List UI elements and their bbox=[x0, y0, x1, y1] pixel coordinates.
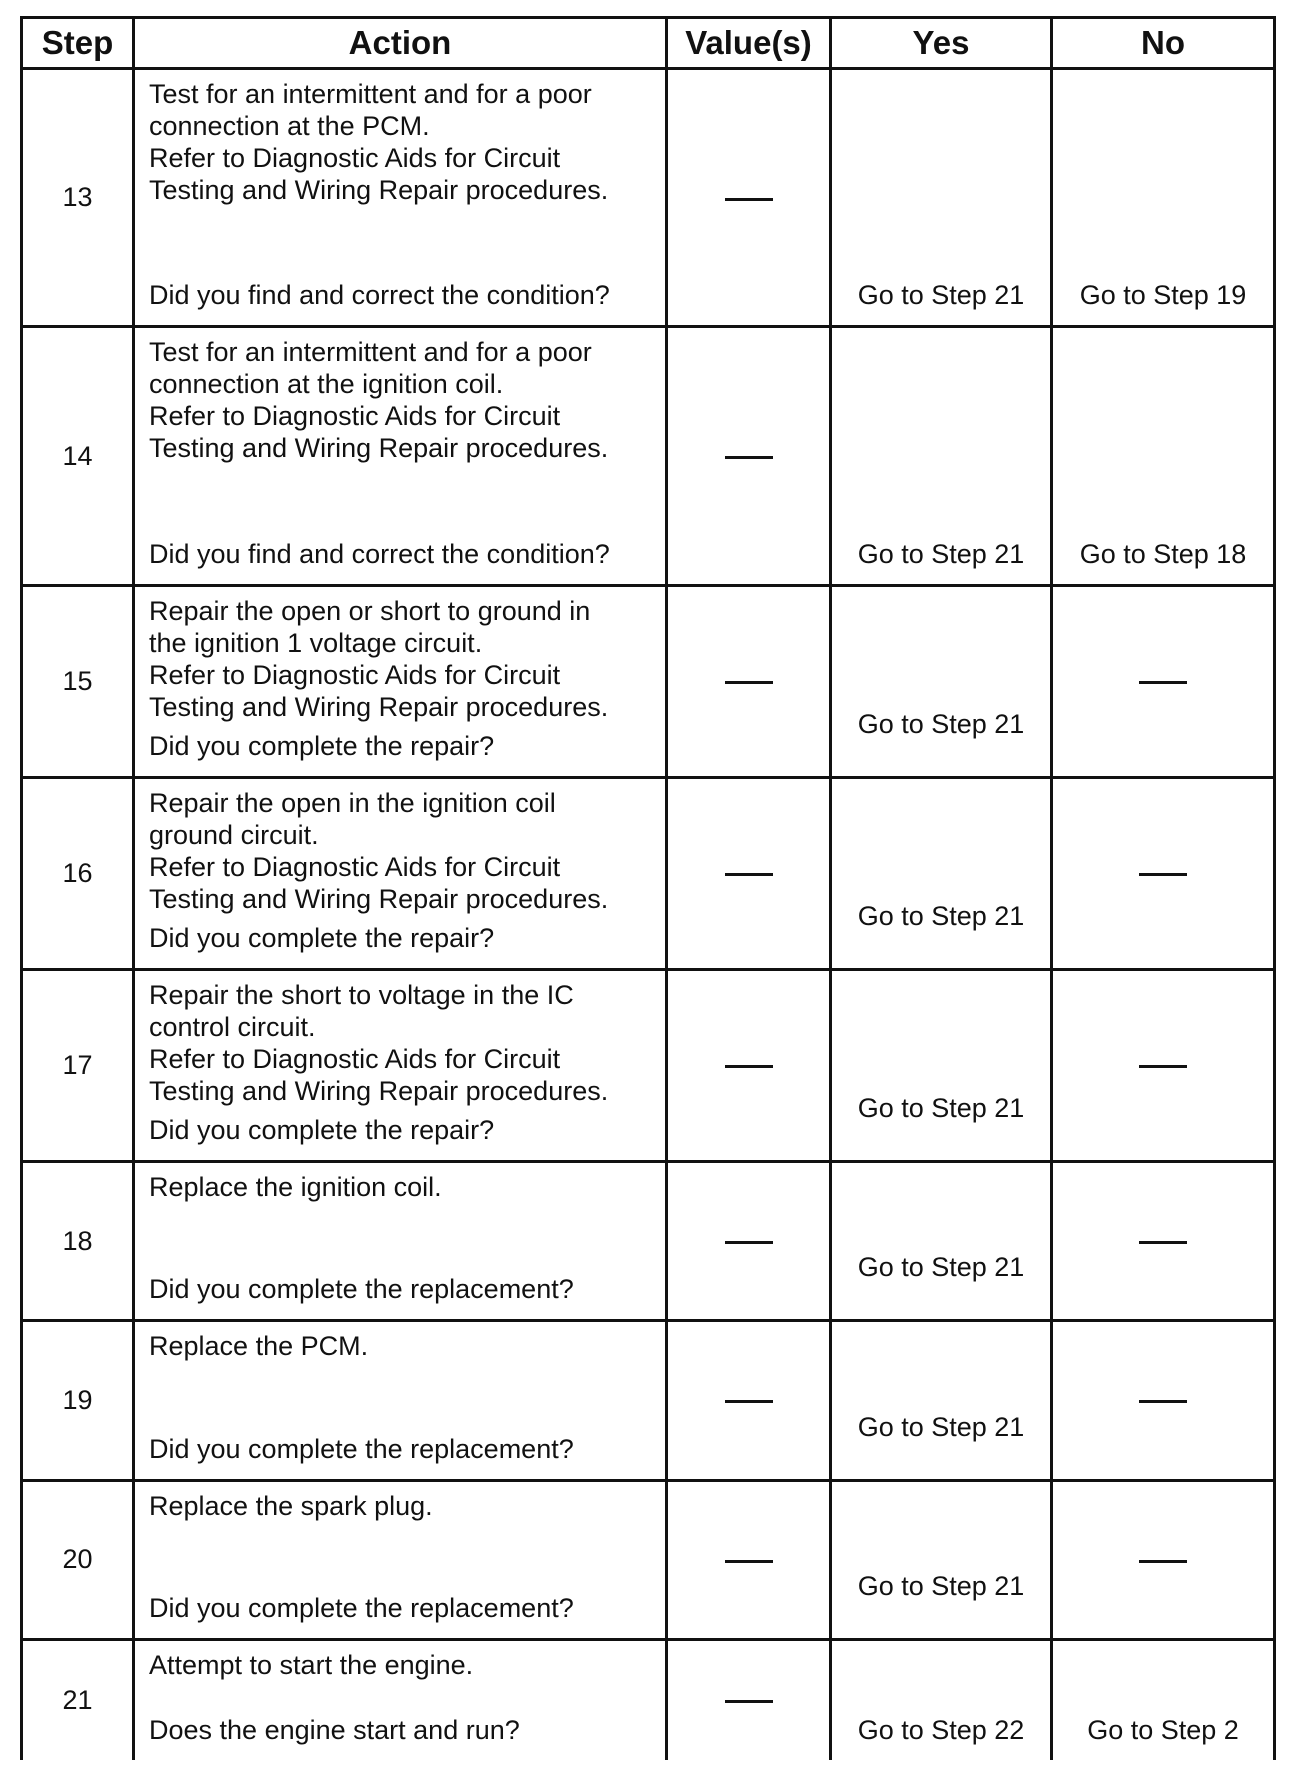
no-cell bbox=[1052, 969, 1275, 1161]
empty-value-dash bbox=[725, 873, 773, 876]
value-cell bbox=[667, 1161, 831, 1320]
yes-cell bbox=[831, 969, 1052, 1161]
action-line: Refer to Diagnostic Aids for Circuit bbox=[149, 1043, 561, 1074]
action-cell bbox=[134, 1639, 667, 1760]
action-line: Refer to Diagnostic Aids for Circuit bbox=[149, 143, 561, 173]
no-cell bbox=[1052, 585, 1275, 777]
yes-goto-step: Go to Step 21 bbox=[857, 280, 1025, 311]
empty-no-dash bbox=[1139, 681, 1187, 684]
yes-cell bbox=[831, 327, 1052, 585]
no-cell bbox=[1052, 1321, 1275, 1480]
yes-goto-step: Go to Step 21 bbox=[857, 708, 1025, 739]
no-goto-step: Go to Step 18 bbox=[1079, 538, 1247, 569]
step-number: 14 bbox=[22, 327, 134, 585]
action-question: Did you find and correct the condition? bbox=[149, 538, 610, 569]
action-line: Repair the short to voltage in the IC bbox=[149, 979, 574, 1010]
no-cell bbox=[1052, 69, 1275, 327]
action-line: Test for an intermittent and for a poor bbox=[149, 79, 592, 109]
empty-no-dash bbox=[1139, 1560, 1187, 1563]
action-line: Replace the PCM. bbox=[149, 1331, 369, 1362]
action-line: Testing and Wiring Repair procedures. bbox=[149, 1075, 609, 1106]
no-cell bbox=[1052, 1480, 1275, 1639]
empty-value-dash bbox=[725, 681, 773, 684]
action-line: Replace the spark plug. bbox=[149, 1490, 433, 1521]
table-row bbox=[22, 1321, 1275, 1480]
header-action: Action bbox=[134, 18, 667, 69]
step-number: 19 bbox=[22, 1321, 134, 1480]
value-cell bbox=[667, 969, 831, 1161]
action-line: Test for an intermittent and for a poor bbox=[149, 337, 592, 368]
yes-goto-step: Go to Step 21 bbox=[857, 538, 1025, 569]
table-row bbox=[22, 1639, 1275, 1760]
step-number: 20 bbox=[22, 1480, 134, 1639]
action-line: Attempt to start the engine. bbox=[149, 1649, 474, 1680]
action-line: Testing and Wiring Repair procedures. bbox=[149, 175, 609, 205]
value-cell bbox=[667, 1639, 831, 1760]
empty-value-dash bbox=[725, 198, 773, 201]
action-line: ground circuit. bbox=[149, 819, 319, 850]
action-cell bbox=[134, 1161, 667, 1320]
yes-cell bbox=[831, 1639, 1052, 1760]
yes-cell bbox=[831, 777, 1052, 969]
empty-value-dash bbox=[725, 1241, 773, 1244]
action-question: Did you complete the replacement? bbox=[149, 1274, 574, 1305]
yes-goto-step: Go to Step 21 bbox=[857, 1092, 1025, 1123]
empty-no-dash bbox=[1139, 873, 1187, 876]
value-cell bbox=[667, 1480, 831, 1639]
step-number: 18 bbox=[22, 1161, 134, 1320]
yes-cell bbox=[831, 585, 1052, 777]
action-line: Replace the ignition coil. bbox=[149, 1171, 442, 1202]
table-row bbox=[22, 327, 1275, 585]
action-line: control circuit. bbox=[149, 1011, 316, 1042]
no-goto-step: Go to Step 19 bbox=[1079, 280, 1247, 311]
action-cell bbox=[134, 969, 667, 1161]
table-row bbox=[22, 1161, 1275, 1320]
table-row bbox=[22, 585, 1275, 777]
action-question: Did you complete the repair? bbox=[149, 922, 495, 953]
empty-value-dash bbox=[725, 1065, 773, 1068]
action-line: Testing and Wiring Repair procedures. bbox=[149, 883, 609, 914]
empty-no-dash bbox=[1139, 1400, 1187, 1403]
value-cell bbox=[667, 327, 831, 585]
action-line: Repair the open in the ignition coil bbox=[149, 787, 556, 818]
action-line: Testing and Wiring Repair procedures. bbox=[149, 691, 609, 722]
step-number: 13 bbox=[22, 69, 134, 327]
table-row bbox=[22, 969, 1275, 1161]
step-number: 15 bbox=[22, 585, 134, 777]
action-question: Did you complete the replacement? bbox=[149, 1592, 574, 1623]
header-yes: Yes bbox=[831, 18, 1052, 69]
empty-no-dash bbox=[1139, 1065, 1187, 1068]
action-line: connection at the ignition coil. bbox=[149, 369, 504, 400]
action-question: Did you complete the repair? bbox=[149, 730, 495, 761]
action-line: Repair the open or short to ground in bbox=[149, 595, 591, 626]
action-line: connection at the PCM. bbox=[149, 111, 430, 141]
action-cell bbox=[134, 585, 667, 777]
action-question: Does the engine start and run? bbox=[149, 1715, 520, 1745]
no-cell bbox=[1052, 1161, 1275, 1320]
action-cell bbox=[134, 1321, 667, 1480]
no-cell bbox=[1052, 327, 1275, 585]
value-cell bbox=[667, 777, 831, 969]
no-cell bbox=[1052, 1639, 1275, 1760]
empty-value-dash bbox=[725, 1400, 773, 1403]
empty-no-dash bbox=[1139, 1241, 1187, 1244]
no-cell bbox=[1052, 777, 1275, 969]
yes-cell bbox=[831, 1480, 1052, 1639]
header-value: Value(s) bbox=[667, 18, 831, 69]
header-row bbox=[22, 18, 1275, 69]
action-line: Refer to Diagnostic Aids for Circuit bbox=[149, 401, 561, 432]
header-no: No bbox=[1052, 18, 1275, 69]
empty-value-dash bbox=[725, 1700, 773, 1703]
action-cell bbox=[134, 777, 667, 969]
table-row bbox=[22, 777, 1275, 969]
table-row bbox=[22, 69, 1275, 327]
yes-cell bbox=[831, 69, 1052, 327]
no-goto-step: Go to Step 2 bbox=[1087, 1715, 1239, 1745]
action-cell bbox=[134, 327, 667, 585]
empty-value-dash bbox=[725, 1560, 773, 1563]
diagnostic-table bbox=[20, 16, 1276, 1760]
yes-goto-step: Go to Step 22 bbox=[857, 1715, 1025, 1745]
action-line: Refer to Diagnostic Aids for Circuit bbox=[149, 659, 561, 690]
yes-goto-step: Go to Step 21 bbox=[857, 1411, 1025, 1442]
action-line: the ignition 1 voltage circuit. bbox=[149, 627, 483, 658]
action-line: Refer to Diagnostic Aids for Circuit bbox=[149, 851, 561, 882]
header-step: Step bbox=[22, 18, 134, 69]
value-cell bbox=[667, 585, 831, 777]
action-question: Did you complete the replacement? bbox=[149, 1433, 574, 1464]
yes-goto-step: Go to Step 21 bbox=[857, 900, 1025, 931]
action-line: Testing and Wiring Repair procedures. bbox=[149, 433, 609, 464]
action-cell bbox=[134, 69, 667, 327]
action-question: Did you complete the repair? bbox=[149, 1114, 495, 1145]
value-cell bbox=[667, 69, 831, 327]
action-question: Did you find and correct the condition? bbox=[149, 280, 610, 311]
empty-value-dash bbox=[725, 456, 773, 459]
yes-cell bbox=[831, 1321, 1052, 1480]
action-cell bbox=[134, 1480, 667, 1639]
yes-goto-step: Go to Step 21 bbox=[857, 1252, 1025, 1283]
step-number: 16 bbox=[22, 777, 134, 969]
table-row bbox=[22, 1480, 1275, 1639]
step-number: 17 bbox=[22, 969, 134, 1161]
step-number: 21 bbox=[22, 1639, 134, 1760]
yes-goto-step: Go to Step 21 bbox=[857, 1570, 1025, 1601]
value-cell bbox=[667, 1321, 831, 1480]
yes-cell bbox=[831, 1161, 1052, 1320]
